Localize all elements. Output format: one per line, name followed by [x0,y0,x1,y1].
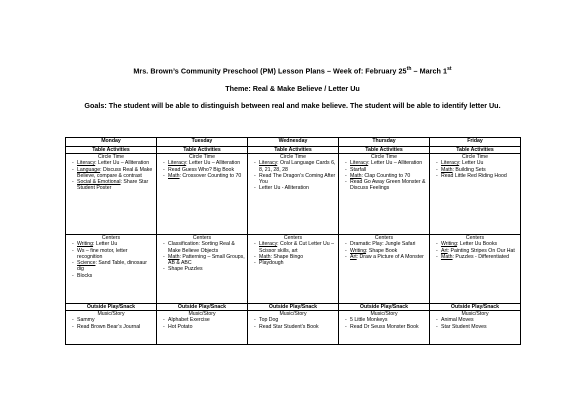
section-label: Centers [101,235,121,241]
activity-list [159,160,245,179]
activity-subject: Writing [77,241,94,248]
activity-item [255,185,336,191]
music-cell [157,311,248,345]
activity-item: - Alphabet Exercise [164,317,245,323]
activity-text: : Building Sets [452,166,486,173]
activity-list [68,317,154,330]
activity-subject: Science [77,260,96,267]
activity-item [346,254,427,260]
activity-text: : Oral Language Cards 6, 8, 21, 28, 28 [259,160,336,173]
day-header: Wednesday [248,138,339,147]
centers-cell [248,235,339,304]
activity-text: : Draw a Picture of A Monster [356,253,424,260]
section-label: Music/Story [370,311,398,317]
activity-text: : Letter Uu – Alliteration [95,160,150,167]
activity-list [432,241,518,260]
title-text: Mrs. Brown’s Community Preschool (PM) Lesson Plans – Week of: February 25 [133,66,407,76]
activity-item: - Star Student Moves [437,324,518,330]
section-label: Circle Time [462,154,488,160]
activity-list [250,241,336,266]
row-label: Outside Play/Snack [157,304,248,311]
row-label: Table Activities [66,147,157,154]
title-superscript: th [406,66,412,72]
day-header: Thursday [339,138,430,147]
activity-text: : Color & Cut Letter Uu – Scissor skills, art [259,241,334,254]
activity-list [159,241,245,272]
activity-text: : Share Star Student Poster [77,179,149,192]
activity-item [73,179,154,192]
row-label: Table Activities [430,147,521,154]
activity-subject: Writing [441,241,458,248]
activity-text: Playdough [259,260,284,267]
day-header: Friday [430,138,521,147]
activity-text: : Shape Bingo [270,253,304,260]
activity-list [68,160,154,191]
activity-subject: Math [441,253,453,260]
music-cell [248,311,339,345]
activity-item [255,241,336,254]
activity-text: Read The Dragon’s Coming After You [259,172,336,186]
activity-text: Ws – fine motor, letter recognition [77,247,128,260]
music-story-row [66,311,521,345]
activity-text: : Patterning – Small Groups, AB & ABC [168,253,245,267]
activity-item [255,160,336,173]
activity-subject: Art [350,253,357,260]
section-label: Centers [283,235,303,241]
row-label: Outside Play/Snack [339,304,430,311]
activity-text: : Painting Stripes On Our Hat [447,247,515,254]
activity-list [68,241,154,279]
activity-subject: Literacy [259,241,278,248]
centers-cell [339,235,430,304]
activity-list [341,241,427,260]
activity-item [73,273,154,279]
goals-line: Goals: The student will be able to distinguish between real and make believe. The student will be able to identify letter Uu. [84,101,501,110]
activity-item [437,173,518,179]
activity-text: : Puzzles - Differentiated [452,253,509,260]
row-label: Table Activities [157,147,248,154]
activity-text: Read Go Away Green Monster & Discuss Feelings [350,179,426,192]
activity-text: : Crossover Counting to 70 [179,172,242,179]
activity-item [164,173,245,179]
activity-item: - Animal Moves [437,317,518,323]
row-label: Outside Play/Snack [66,304,157,311]
activity-item: - Sammy [73,317,154,323]
activity-text: : Discuss Real & Make Believe, compare & contrast [77,166,153,179]
activity-item [164,266,245,272]
activity-text: : Letter Uu – Alliteration [368,160,423,167]
activity-text: Read Little Red Riding Hood [441,172,507,179]
activity-text: Shape Puzzles [168,266,203,273]
day-header: Tuesday [157,138,248,147]
section-label: Music/Story [97,311,125,317]
row-label: Outside Play/Snack [248,304,339,311]
centers-row [66,235,521,304]
activity-item [73,167,154,180]
activity-item: - Read Dr Seuss Monster Book [346,324,427,330]
activity-item: - Read Brown Bear’s Journal [73,324,154,330]
activity-item: - Top Dog [255,317,336,323]
section-label: Circle Time [280,154,306,160]
activity-subject: Math [350,172,362,179]
title-superscript-end: st [447,66,452,72]
activity-subject: Social & Emotional [77,179,121,186]
row-label: Table Activities [248,147,339,154]
activity-item [437,254,518,260]
outside-play-row [66,304,521,311]
title-text-end: – March 1 [411,66,448,76]
centers-cell [157,235,248,304]
activity-subject: Math [441,166,453,173]
circle-time-cell [248,154,339,235]
activity-list [159,317,245,330]
activity-item [164,241,245,254]
activity-subject: Literacy [441,160,460,167]
activity-text: Dramatic Play: Jungle Safari [350,241,416,248]
section-label: Circle Time [371,154,397,160]
circle-time-cell [66,154,157,235]
activity-item [73,248,154,261]
activity-subject: Literacy [168,160,187,167]
circle-time-cell [157,154,248,235]
activity-text: : Shape Book [366,247,398,254]
section-label: Circle Time [98,154,124,160]
activity-list [432,160,518,179]
page-title [0,66,585,75]
section-label: Centers [192,235,212,241]
activity-text: : Letter Uu [459,160,484,167]
activity-item: - Hot Potato [164,324,245,330]
activity-item [73,260,154,273]
centers-cell [430,235,521,304]
row-label: Outside Play/Snack [430,304,521,311]
activity-subject: Math [168,172,180,179]
activity-text: Blocks [77,272,93,279]
activity-text: : Clap Counting to 70 [361,172,411,179]
activity-item [164,254,245,267]
activity-item: - Read Star Student’s Book [255,324,336,330]
section-label: Music/Story [188,311,216,317]
music-cell [66,311,157,345]
section-label: Centers [374,235,394,241]
section-label: Centers [465,235,485,241]
centers-cell [66,235,157,304]
circle-time-cell [339,154,430,235]
section-label: Music/Story [461,311,489,317]
activity-list [250,317,336,330]
activity-text: : Sand Table, dinosaur dig [77,260,147,273]
activity-subject: Language [77,166,101,173]
activity-text: Letter Uu - Alliteration [259,185,309,192]
day-header: Monday [66,138,157,147]
section-label: Circle Time [189,154,215,160]
activity-list [341,160,427,191]
music-cell [430,311,521,345]
activity-subject: Math [259,253,271,260]
activity-text: Read Guess Who? Big Book [168,166,235,173]
activity-list [341,317,427,330]
lesson-plan-table [65,137,521,345]
theme-line: Theme: Real & Make Believe / Letter Uu [225,84,360,93]
activity-subject: Writing [350,247,367,254]
activity-text: : Letter Uu Books [457,241,498,248]
activity-text: Classification: Sorting Real & Make Believe Objects [168,241,235,254]
activity-subject: Literacy [259,160,278,167]
activity-subject: Art [441,247,448,254]
activity-text: : Letter Uu [93,241,118,248]
activity-item [255,260,336,266]
activity-list [250,160,336,191]
circle-time-row [66,154,521,235]
music-cell [339,311,430,345]
activity-item: - 5 Little Monkeys [346,317,427,323]
circle-time-cell [430,154,521,235]
activity-item [346,179,427,192]
day-header-row [66,138,521,147]
row-label: Table Activities [339,147,430,154]
activity-item [255,173,336,186]
section-label: Music/Story [279,311,307,317]
activity-text: : Letter Uu – Alliteration [186,160,241,167]
table-activities-row [66,147,521,154]
activity-subject: Math [168,253,180,260]
activity-list [432,317,518,330]
activity-subject: Literacy [77,160,96,167]
activity-text: Starfall [350,166,367,173]
activity-subject: Literacy [350,160,369,167]
